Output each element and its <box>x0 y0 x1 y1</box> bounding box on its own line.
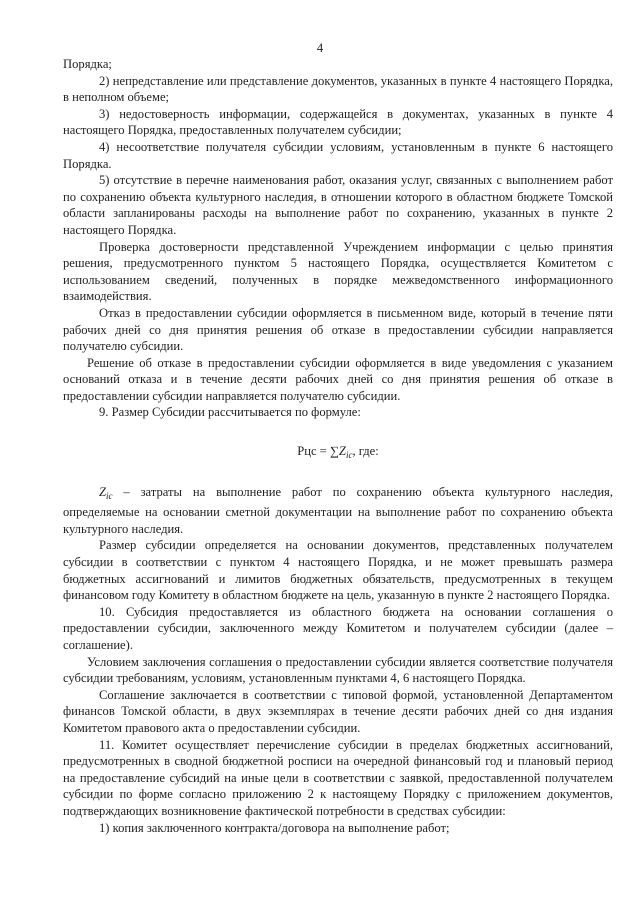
paragraph: Размер субсидии определяется на основании документов, представленных получателем субсидии в соответствии с пунктом 4 настоящего Порядка, и не может превышать размера бюджетных ассигнований и лимитов бюджетных обязательств, предусмотренных в текущем финансовом году Комитету в областном бюджете на цель, указанную в пункте 2 настоящего Порядка. <box>63 538 613 603</box>
definition-variable: $Z_{ic}$ <box>99 484 113 501</box>
list-item: 2) непредставление или представление документов, указанных в пункте 4 настоящего Порядка, в неполном объеме; <box>63 73 613 105</box>
paragraph: Порядка; <box>63 57 112 71</box>
paragraph: Проверка достоверности представленной Учреждением информации с целью принятия решения, предусмотренного пунктом 5 настоящего Порядка, осуществляется Комитетом с использованием сведений, полученных в порядке межведомственного информационного взаимодействия. <box>63 239 613 304</box>
list-item: 3) недостоверность информации, содержащейся в документах, указанных в пункте 4 настоящего Порядка, предоставленных получателем субсидии; <box>63 106 613 138</box>
formula-variable: Z <box>338 444 346 459</box>
formula <box>63 443 613 464</box>
paragraph: Условием заключения соглашения о предоставлении субсидии является соответствие получателя субсидии требованиям, условиям, установленным пунктами 4, 6 настоящего Порядка. <box>63 654 613 686</box>
formula-tail: , где: <box>352 444 379 459</box>
list-item: 5) отсутствие в перечне наименования работ, оказания услуг, связанных с выполнением работ по сохранению объекта культурного наследия, в отношении которого в областном бюджете Томской области запланированы расходы на выполнение работ по сохранению, указанных в пункте 2 настоящего Порядка. <box>63 173 613 237</box>
list-item: 1) копия заключенного контракта/договора на выполнение работ; <box>99 820 450 835</box>
paragraph: 11. Комитет осуществляет перечисление субсидии в пределах бюджетных ассигнований, предусмотренных в сводной бюджетной росписи на очередной финансовый год и плановый период на предоставление субсидий на иные цели в соответствии с заявкой, предоставленной получателем субсидии по форме согласно приложению 2 к настоящему Порядку с приложением документов, подтверждающих возникновение фактической потребности в средствах субсидии: <box>63 737 613 818</box>
definition-text: – затраты на выполнение работ по сохранению объекта культурного наследия, определяемые на основании сметной документации на выполнение работ по сохранению объекта культурного наследия. <box>63 484 613 536</box>
formula-sum-sign: ∑ <box>329 444 339 459</box>
formula-subscript: ic <box>345 450 353 461</box>
paragraph: Решение об отказе в предоставлении субсидии оформляется в виде уведомления с указанием оснований отказа и в течение десяти рабочих дней со дня принятия решения об отказе в предоставлении субсидии направляется получателю субсидии. <box>63 355 613 403</box>
paragraph: 10. Субсидия предоставляется из областного бюджета на основании соглашения о предоставлении субсидии, заключенного между Комитетом и получателем субсидии (далее – соглашение). <box>63 604 613 652</box>
paragraph: 9. Размер Субсидии рассчитывается по формуле: <box>99 405 361 420</box>
formula-definition <box>63 484 613 538</box>
paragraph: Отказ в предоставлении субсидии оформляется в письменном виде, который в течение пяти рабочих дней со дня принятия решения об отказе в предоставлении субсидии направляется получателю субсидии. <box>63 305 613 354</box>
paragraph: Соглашение заключается в соответствии с типовой формой, установленной Департаментом финансов Томской области, в двух экземплярах в течение десяти рабочих дней со дня издания Комитетом правового акта о предоставлении субсидии. <box>63 687 613 735</box>
document-body <box>63 56 613 836</box>
page-number: 4 <box>316 41 324 55</box>
formula-lhs: Рцс = <box>297 444 330 459</box>
list-item: 4) несоответствие получателя субсидии условиям, установленным в пункте 6 настоящего Порядка. <box>63 139 613 171</box>
